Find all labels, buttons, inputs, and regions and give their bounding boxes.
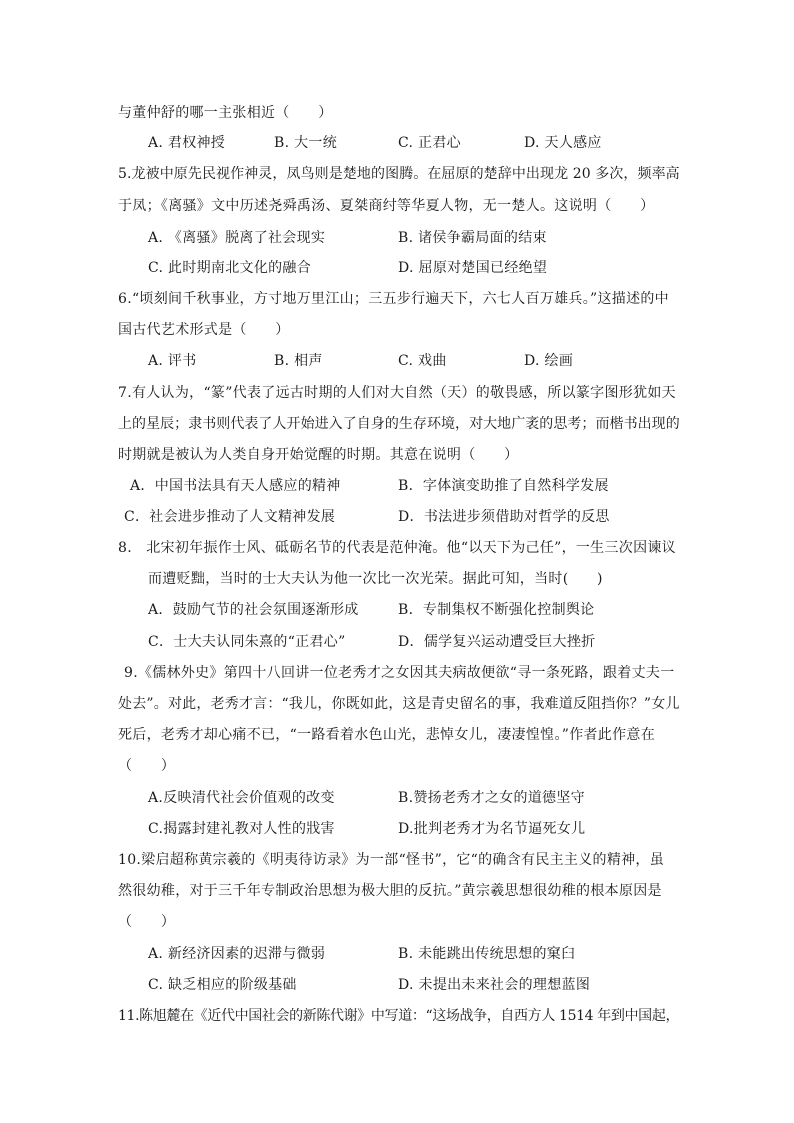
- question-10-stem: 10.梁启超称黄宗羲的《明夷待访录》为一部“怪书”，它“的确含有民主主义的精神，虽: [118, 852, 665, 868]
- question-6-option-c: C. 戏曲: [398, 353, 447, 369]
- question-4-option-c: C. 正君心: [398, 135, 461, 151]
- question-5-option-d: D. 屈原对楚国已经绝望: [398, 260, 548, 276]
- question-9-option-b: B.赞扬老秀才之女的道德坚守: [398, 790, 585, 806]
- question-9-option-d: D.批判老秀才为名节逼死女儿: [398, 821, 586, 837]
- question-10-option-b: B. 未能跳出传统思想的窠臼: [398, 946, 576, 962]
- question-5-option-a: A. 《离骚》脱离了社会现实: [148, 230, 326, 246]
- question-9-stem: 死后，老秀才却心痛不已，“一路看着水色山光，悲悼女儿，凄凄惶惶。”作者此作意在: [118, 727, 656, 743]
- question-9-option-c: C.揭露封建礼教对人性的戕害: [148, 821, 335, 837]
- question-10-option-c: C. 缺乏相应的阶级基础: [148, 977, 297, 993]
- question-4-stem-end: 与董仲舒的哪一主张相近（ ）: [118, 105, 333, 121]
- question-8-option-b: B．专制集权不断强化控制舆论: [398, 602, 595, 618]
- question-6-option-a: A. 评书: [148, 353, 197, 369]
- question-7-stem: 7.有人认为，“篆”代表了远古时期的人们对大自然（天）的敬畏感，所以篆字图形犹如天: [118, 385, 676, 401]
- question-5-option-c: C. 此时期南北文化的融合: [148, 260, 312, 276]
- question-7-option-c: C．社会进步推动了人文精神发展: [124, 509, 336, 525]
- question-6-stem: 6.“顷刻间千秋事业，方寸地万里江山；三五步行遍天下，六七人百万雄兵。”这描述的中: [118, 291, 669, 307]
- question-6-stem: 国古代艺术形式是（ ）: [118, 322, 290, 338]
- question-9-stem: （ ）: [118, 758, 176, 774]
- question-10-stem: （ ）: [118, 914, 176, 930]
- question-10-stem: 然很幼稚，对于三千年专制政治思想为极大胆的反抗。”黄宗羲思想很幼稚的根本原因是: [118, 883, 662, 899]
- question-5-stem: 于凤；《离骚》文中历述尧舜禹汤、夏桀商纣等华夏人物，无一楚人。这说明（ ）: [118, 198, 655, 214]
- question-6-option-d: D. 绘画: [524, 353, 574, 369]
- question-6-option-b: B. 相声: [274, 353, 323, 369]
- question-10-option-a: A. 新经济因素的迟滞与微弱: [148, 946, 326, 962]
- question-8-option-c: C．士大夫认同朱熹的“正君心”: [148, 634, 346, 650]
- question-7-stem: 上的星辰；隶书则代表了人开始进入了自身的生存环境，对大地广袤的思考；而楷书出现的: [118, 416, 680, 432]
- question-5-option-b: B. 诸侯争霸局面的结束: [398, 230, 547, 246]
- question-4-option-a: A. 君权神授: [148, 135, 226, 151]
- question-9-stem: 9.《儒林外史》第四十八回讲一位老秀才之女因其夫病故便欲“寻一条死路，跟着丈夫一: [124, 665, 675, 681]
- question-5-stem: 5.龙被中原先民视作神灵，凤鸟则是楚地的图腾。在屈原的楚辞中出现龙 20 多次，频率高: [118, 166, 680, 182]
- question-7-option-d: D．书法进步须借助对哲学的反思: [398, 509, 610, 525]
- question-9-option-a: A.反映清代社会价值观的改变: [148, 790, 335, 806]
- question-8-option-d: D．儒学复兴运动遭受巨大挫折: [398, 634, 596, 650]
- question-4-option-d: D. 天人感应: [524, 135, 602, 151]
- question-8-stem: 而遭贬黜，当时的士大夫认为他一次比一次光荣。据此可知，当时( ): [148, 571, 603, 587]
- question-4-option-b: B. 大一统: [274, 135, 337, 151]
- question-9-stem: 处去”。对此，老秀才言：“我儿，你既如此，这是青史留名的事，我难道反阻挡你？”女儿: [118, 696, 680, 712]
- question-7-option-a: A．中国书法具有天人感应的精神: [130, 478, 341, 494]
- question-7-stem: 时期就是被认为人类自身开始觉醒的时期。其意在说明（ ）: [118, 447, 519, 463]
- question-8-stem: 8. 北宋初年振作士风、砥砺名节的代表是范仲淹。他“以天下为己任”，一生三次因谏议: [118, 540, 676, 556]
- question-8-option-a: A．鼓励气节的社会氛围逐渐形成: [148, 602, 359, 618]
- question-11-stem: 11.陈旭麓在《近代中国社会的新陈代谢》中写道：“这场战争，自西方人 1514 年到中国起，: [118, 1008, 680, 1024]
- question-7-option-b: B．字体演变助推了自然科学发展: [398, 478, 609, 494]
- question-10-option-d: D. 未提出未来社会的理想蓝图: [398, 977, 591, 993]
